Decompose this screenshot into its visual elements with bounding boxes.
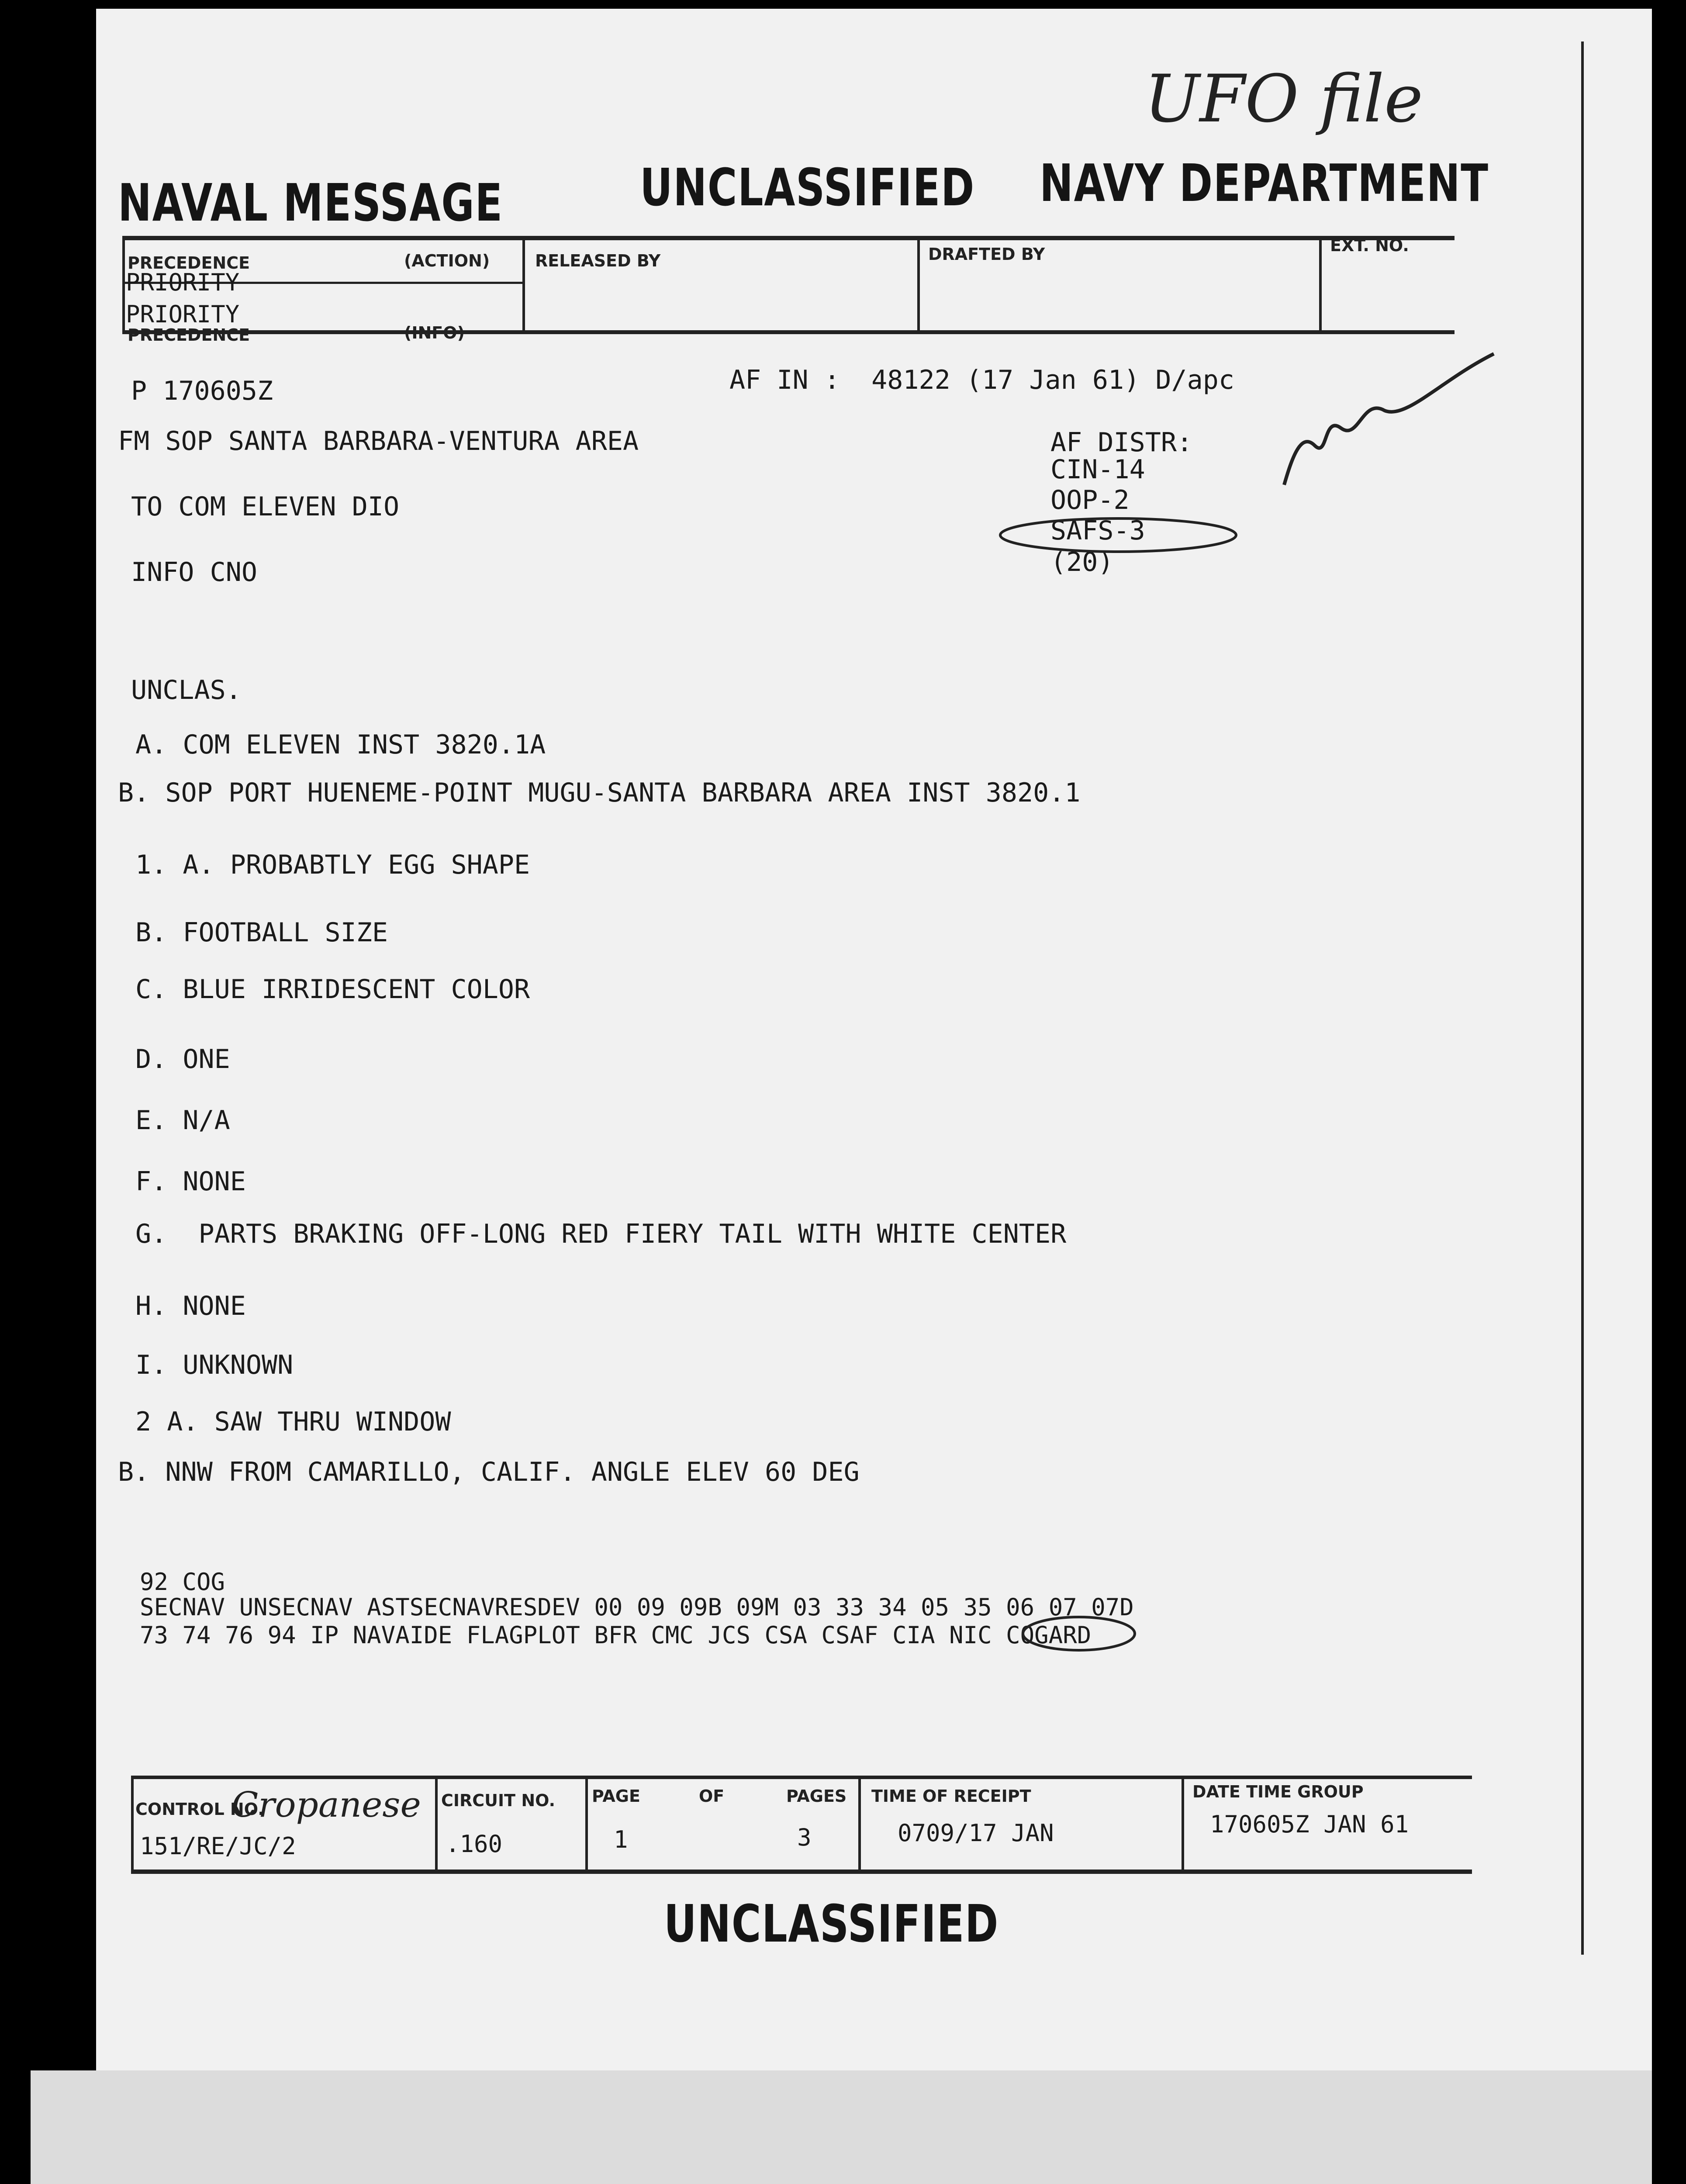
released-by-label: RELEASED BY xyxy=(535,251,661,270)
body-line: G. PARTS BRAKING OFF-LONG RED FIERY TAIL WITH WHITE CENTER xyxy=(135,1219,1067,1249)
af-distr-item: OOP-2 xyxy=(1050,485,1130,515)
body-line: C. BLUE IRRIDESCENT COLOR xyxy=(135,974,530,1005)
from-line: FM SOP SANTA BARBARA-VENTURA AREA xyxy=(118,426,639,456)
footer-divider-2 xyxy=(585,1776,588,1872)
page-label: PAGE xyxy=(592,1787,640,1806)
info-label: (INFO) xyxy=(404,323,465,342)
action-label: (ACTION) xyxy=(404,251,490,270)
of-label: OF xyxy=(699,1787,725,1806)
header-naval-message: NAVAL MESSAGE xyxy=(118,173,503,233)
footer-divider-4 xyxy=(1182,1776,1184,1872)
af-distr-item: (20) xyxy=(1050,547,1114,577)
classification-line: UNCLAS. xyxy=(131,675,242,705)
reference-a: A. COM ELEVEN INST 3820.1A xyxy=(135,729,546,760)
handwritten-initials xyxy=(1275,345,1503,494)
scan-background xyxy=(31,2070,1652,2184)
af-distr-item: SAFS-3 xyxy=(1050,515,1145,546)
routing-line: SECNAV UNSECNAV ASTSECNAVRESDEV 00 09 09B 09M 03 33 34 05 35 06 07 07D xyxy=(140,1593,1134,1621)
body-line: B. FOOTBALL SIZE xyxy=(135,917,388,948)
footer-divider-1 xyxy=(435,1776,438,1872)
routing-line: 73 74 76 94 IP NAVAIDE FLAGPLOT BFR CMC JCS CSA CSAF CIA NIC COGARD xyxy=(140,1621,1092,1649)
drafted-by-label: DRAFTED BY xyxy=(928,245,1045,264)
document-page xyxy=(96,9,1652,2070)
body-line: E. N/A xyxy=(135,1105,230,1136)
date-time-group: P 170605Z xyxy=(131,376,273,406)
footer-form-bottom-rule xyxy=(131,1870,1472,1874)
info-precedence-value: PRIORITY xyxy=(126,301,240,328)
body-line: B. NNW FROM CAMARILLO, CALIF. ANGLE ELEV 60 DEG xyxy=(118,1457,860,1487)
header-classification: UNCLASSIFIED xyxy=(640,157,975,218)
date-time-group-value: 170605Z JAN 61 xyxy=(1210,1811,1409,1838)
form-bottom-rule xyxy=(122,330,1455,334)
af-distr-title: AF DISTR: xyxy=(1050,427,1193,458)
control-no-handwritten: Cropanese xyxy=(231,1784,421,1825)
precedence-label-2: PRECEDENCE xyxy=(128,325,250,345)
precedence-label: PRECEDENCE xyxy=(128,253,250,273)
ext-no-label: EXT. NO. xyxy=(1330,236,1409,255)
af-in-number: AF IN : 48122 (17 Jan 61) D/apc xyxy=(729,365,1234,395)
time-of-receipt-label: TIME OF RECEIPT xyxy=(871,1787,1031,1806)
form-divider-3 xyxy=(1319,236,1322,334)
body-line: 1. A. PROBABTLY EGG SHAPE xyxy=(135,850,530,880)
csaf-circle-mark xyxy=(1018,1612,1140,1655)
action-precedence-value: PRIORITY xyxy=(126,269,240,296)
circuit-no-value: .160 xyxy=(446,1830,503,1858)
total-pages: 3 xyxy=(797,1824,812,1851)
circuit-no-label: CIRCUIT NO. xyxy=(441,1791,556,1810)
control-no-label: CONTROL NO. xyxy=(135,1800,264,1819)
form-divider-2 xyxy=(917,236,920,334)
time-of-receipt-value: 0709/17 JAN xyxy=(898,1819,1054,1847)
reference-b: B. SOP PORT HUENEME-POINT MUGU-SANTA BARBARA AREA INST 3820.1 xyxy=(118,778,1081,808)
body-line: 2 A. SAW THRU WINDOW xyxy=(135,1406,451,1437)
header-navy-department: NAVY DEPARTMENT xyxy=(1040,153,1489,213)
date-time-group-label: DATE TIME GROUP xyxy=(1192,1782,1364,1801)
af-distr-item: CIN-14 xyxy=(1050,454,1145,485)
page-number: 1 xyxy=(614,1826,628,1853)
pages-label: PAGES xyxy=(786,1787,847,1806)
footer-divider-3 xyxy=(858,1776,861,1872)
body-line: H. NONE xyxy=(135,1291,246,1321)
footer-form-top-rule xyxy=(131,1776,1472,1779)
form-left-edge xyxy=(122,236,125,334)
distr-circle-mark xyxy=(996,511,1240,559)
control-no-value: 151/RE/JC/2 xyxy=(140,1832,296,1860)
handwritten-note: UFO file xyxy=(1144,61,1423,137)
routing-line: 92 COG xyxy=(140,1568,225,1596)
form-top-rule xyxy=(122,236,1455,240)
body-line: I. UNKNOWN xyxy=(135,1350,294,1380)
right-margin-rule xyxy=(1581,41,1584,1955)
body-line: D. ONE xyxy=(135,1044,230,1075)
info-line: INFO CNO xyxy=(131,557,257,587)
footer-form-left-edge xyxy=(131,1776,134,1872)
body-line: F. NONE xyxy=(135,1166,246,1197)
footer-classification: UNCLASSIFIED xyxy=(664,1894,999,1954)
to-line: TO COM ELEVEN DIO xyxy=(131,491,400,522)
form-divider-1 xyxy=(522,236,525,334)
